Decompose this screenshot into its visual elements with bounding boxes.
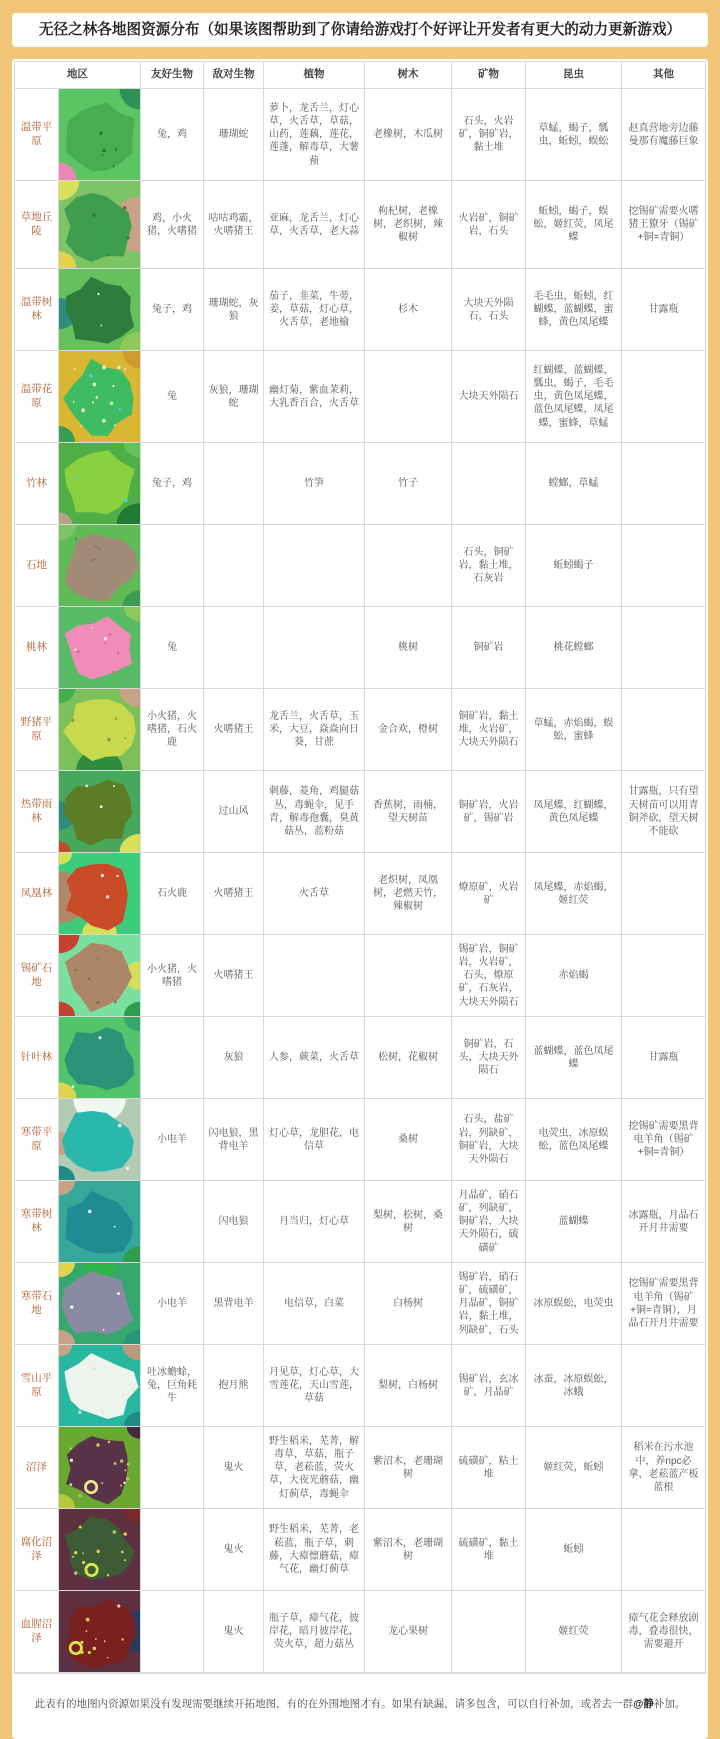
- cell-plants: 火舌草: [264, 853, 365, 934]
- cell-insects: 螳螂，草蜢: [526, 443, 622, 524]
- table-row: [15, 1427, 705, 1509]
- cell-trees: 金合欢，橙树: [365, 689, 452, 770]
- cell-friendly: 吐冰蟾蜍，兔，巨角耗牛: [141, 1345, 204, 1426]
- cell-friendly: 鸡，小火猪，火嗜猪: [141, 181, 204, 268]
- cell-other: 甘露瓶，只有望天树苗可以用青铜斧砍，望天树不能砍: [628, 786, 699, 837]
- page-title: 无径之林各地图资源分布（如果该图帮助到了你请给游戏打个好评让开发者有更大的动力更新游戏）: [38, 22, 682, 38]
- cell-friendly: 小电羊: [141, 1099, 204, 1180]
- cell-friendly: [141, 1427, 204, 1508]
- cell-trees: 香蕉树，雨楠，望天树苗: [365, 771, 452, 852]
- cell-other: 甘露瓶: [648, 1052, 679, 1064]
- cell-trees: [365, 525, 452, 606]
- cell-minerals: 大块天外陨石: [452, 351, 526, 442]
- table-row: [15, 1017, 705, 1099]
- cell-plants: 灯心草，龙胆花，电信草: [264, 1099, 365, 1180]
- map-thumbnail: [59, 89, 141, 180]
- cell-insects: 蚯蚓，蝎子，蜈蚣，姬红荧，凤尾蝶: [526, 181, 622, 268]
- cell-minerals: 铜矿岩，黏土堆，火岩矿，大块天外陨石: [452, 689, 526, 770]
- region-name: 锡矿石地: [15, 935, 59, 1016]
- cell-friendly: [141, 525, 204, 606]
- cell-hostile: 闪电狼，黑背电羊: [204, 1099, 264, 1180]
- cell-insects: 蓝蝴蝶: [526, 1181, 622, 1262]
- cell-trees: 枸杞树，老橡树，老织树，辣椒树: [365, 181, 452, 268]
- cell-other: [622, 351, 705, 442]
- cell-insects: 红蝴蝶，蓝蝴蝶，瓢虫，蝎子，毛毛虫，黄色凤尾蝶，蓝色凤尾蝶，凤尾蝶，蜜蜂，草蜢: [526, 351, 622, 442]
- cell-other: 稻米在污水池中，养npc必拿，老菘蓝产板蓝根: [628, 1442, 699, 1493]
- region-name: 血腥沼泽: [15, 1591, 59, 1672]
- footer-text-end: 补加。: [653, 1698, 686, 1711]
- cell-other: 赵真营地旁边藤曼那有魔藤巨象: [628, 122, 699, 147]
- cell-friendly: 兔子，鸡: [141, 269, 204, 350]
- cell-hostile: 灰狼，珊瑚蛇: [204, 351, 264, 442]
- cell-minerals: 铜矿岩，石头，大块天外陨石: [452, 1017, 526, 1098]
- cell-minerals: 锡矿岩，硝石矿，硫磺矿，月晶矿，铜矿岩，黏土堆，列缺矿，石头: [452, 1263, 526, 1344]
- cell-plants: 龙舌兰，火舌草，玉米，大豆，焱焱向日葵，甘蔗: [264, 689, 365, 770]
- cell-other: [622, 607, 705, 688]
- cell-insects: 赤焰蝎: [526, 935, 622, 1016]
- cell-hostile: 鬼火: [204, 1591, 264, 1672]
- column-header-3: 植物: [264, 62, 365, 88]
- cell-hostile: 灰狼: [204, 1017, 264, 1098]
- cell-other: 甘露瓶: [648, 304, 679, 316]
- table-row: [15, 607, 705, 689]
- cell-minerals: 石头，火岩矿，铜矿岩，黏土堆: [452, 89, 526, 180]
- region-name: 寒带树林: [15, 1181, 59, 1262]
- cell-minerals: 火岩矿，铜矿岩，石头: [452, 181, 526, 268]
- table-row: [15, 269, 705, 351]
- cell-hostile: 鬼火: [204, 1427, 264, 1508]
- cell-minerals: 铜矿岩: [452, 607, 526, 688]
- cell-insects: 凤尾蝶，赤焰蝎，姬红荧: [526, 853, 622, 934]
- cell-minerals: 锡矿岩，玄冰矿，月晶矿: [452, 1345, 526, 1426]
- cell-other: 瘴气花会释放剧毒，叠毒很快，需要避开: [628, 1612, 699, 1651]
- resource-table: [14, 61, 706, 1674]
- cell-friendly: [141, 771, 204, 852]
- table-row: [15, 689, 705, 771]
- map-thumbnail: [59, 1017, 141, 1098]
- cell-plants: 人参，蕨菜，火舌草: [264, 1017, 365, 1098]
- cell-hostile: 珊瑚蛇: [204, 89, 264, 180]
- cell-plants: 萝卜，龙舌兰，灯心草，火舌草，草菇，山药，莲藕，莲花，莲蓬，解毒草，大薯蓣: [264, 89, 365, 180]
- footer-mention: @静: [633, 1698, 654, 1711]
- cell-trees: 紫沼木，老珊瑚树: [365, 1509, 452, 1590]
- cell-hostile: 火嗜猪王: [204, 853, 264, 934]
- cell-minerals: 铜矿岩，火岩矿，锡矿岩: [452, 771, 526, 852]
- map-thumbnail: [59, 1099, 141, 1180]
- cell-other: [622, 1509, 705, 1590]
- region-name: 野猪平原: [15, 689, 59, 770]
- resource-table-card: [12, 59, 708, 1739]
- region-name: 寒带石地: [15, 1263, 59, 1344]
- cell-insects: 电荧虫，冰原蜈蚣，蓝色凤尾蝶: [526, 1099, 622, 1180]
- cell-hostile: 抱月熊: [204, 1345, 264, 1426]
- map-thumbnail: [59, 771, 141, 852]
- cell-hostile: [204, 443, 264, 524]
- cell-insects: 蚯蚓: [526, 1509, 622, 1590]
- cell-minerals: [452, 1591, 526, 1672]
- cell-insects: 草蜢，赤焰蝎，蜈蚣，蜜蜂: [526, 689, 622, 770]
- column-header-2: 敌对生物: [204, 62, 264, 88]
- cell-minerals: 石头，铜矿岩，黏土堆，石灰岩: [452, 525, 526, 606]
- cell-friendly: 石火鹿: [141, 853, 204, 934]
- cell-friendly: 兔，鸡: [141, 89, 204, 180]
- cell-trees: 桑树: [365, 1099, 452, 1180]
- table-row: [15, 1263, 705, 1345]
- table-row: [15, 935, 705, 1017]
- map-thumbnail: [59, 1509, 141, 1590]
- cell-insects: 桃花螳螂: [526, 607, 622, 688]
- cell-plants: 月见草，灯心草，大雪莲花，天山雪莲，草菇: [264, 1345, 365, 1426]
- column-header-1: 友好生物: [141, 62, 204, 88]
- map-thumbnail: [59, 689, 141, 770]
- cell-other: [622, 1345, 705, 1426]
- column-header-0: 地区: [15, 62, 141, 88]
- cell-hostile: 火嗜猪王: [204, 935, 264, 1016]
- column-header-7: 其他: [653, 68, 674, 81]
- cell-hostile: 鬼火: [204, 1509, 264, 1590]
- cell-plants: 刺藤，菱角，鸡腿菇丛，毒蝇伞，见手青，解毒孢囊，臭黄菇丛，蓝粉菇: [264, 771, 365, 852]
- footer-text: 此表有的地图内资源如果没有发现需要继续开拓地图，有的在外围地图才有。如果有缺漏，请多包含，可以自行补加，或者去一群: [34, 1698, 634, 1711]
- table-row: [15, 1181, 705, 1263]
- table-row: [15, 89, 705, 181]
- cell-insects: 冰原蜈蚣，电荧虫: [526, 1263, 622, 1344]
- cell-hostile: 闪电狼: [204, 1181, 264, 1262]
- cell-minerals: [452, 443, 526, 524]
- cell-hostile: [204, 607, 264, 688]
- cell-hostile: 咕咕鸡霸，火嗜猪王: [204, 181, 264, 268]
- cell-hostile: 珊瑚蛇，灰狼: [204, 269, 264, 350]
- cell-plants: 亚麻，龙舌兰，灯心草，火舌草，老大蒜: [264, 181, 365, 268]
- table-row: [15, 1099, 705, 1181]
- region-name: 竹林: [15, 443, 59, 524]
- map-thumbnail: [59, 181, 141, 268]
- cell-plants: [264, 935, 365, 1016]
- cell-insects: 毛毛虫，蚯蚓，红蝴蝶，蓝蝴蝶，蜜蜂，黄色凤尾蝶: [526, 269, 622, 350]
- cell-friendly: 小电羊: [141, 1263, 204, 1344]
- cell-hostile: [204, 525, 264, 606]
- cell-minerals: 石头，盐矿岩，列缺矿，铜矿岩，大块天外陨石: [452, 1099, 526, 1180]
- region-name: 温带花原: [15, 351, 59, 442]
- table-row: [15, 853, 705, 935]
- cell-other: [622, 853, 705, 934]
- cell-trees: 梨树，松树，桑树: [365, 1181, 452, 1262]
- table-row: [15, 1345, 705, 1427]
- map-thumbnail: [59, 1427, 141, 1508]
- region-name: 腐化沼泽: [15, 1509, 59, 1590]
- cell-plants: [264, 525, 365, 606]
- cell-friendly: 小火猪，火嗜猪: [141, 935, 204, 1016]
- region-name: 温带树林: [15, 269, 59, 350]
- column-header-5: 矿物: [452, 62, 526, 88]
- cell-plants: 幽灯菊，紫血茉莉，大乳香百合，火舌草: [264, 351, 365, 442]
- region-name: 雪山平原: [15, 1345, 59, 1426]
- cell-minerals: 大块天外陨石，石头: [452, 269, 526, 350]
- cell-other: 挖锡矿需要黑背电羊角（锡矿+铜=青铜）: [628, 1120, 699, 1159]
- region-name: 草地丘陵: [15, 181, 59, 268]
- map-thumbnail: [59, 935, 141, 1016]
- cell-trees: 桃树: [365, 607, 452, 688]
- table-footer-note: [14, 1674, 706, 1737]
- table-body: [15, 89, 705, 1673]
- table-row: [15, 351, 705, 443]
- cell-friendly: [141, 1181, 204, 1262]
- cell-minerals: 锡矿岩，铜矿岩，火岩矿，石头，燎原矿，石灰岩，大块天外陨石: [452, 935, 526, 1016]
- cell-friendly: 兔: [141, 351, 204, 442]
- cell-hostile: 过山风: [204, 771, 264, 852]
- cell-insects: 冰蚕，冰原蜈蚣，冰蛾: [526, 1345, 622, 1426]
- cell-minerals: 硫磺矿，黏土堆: [452, 1509, 526, 1590]
- map-thumbnail: [59, 1345, 141, 1426]
- cell-trees: 松树，花椒树: [365, 1017, 452, 1098]
- cell-insects: 草蜢，蝎子，瓢虫，蚯蚓，蜈蚣: [526, 89, 622, 180]
- cell-insects: 蓝蝴蝶，蓝色凤尾蝶: [526, 1017, 622, 1098]
- table-row: [15, 443, 705, 525]
- cell-friendly: 兔子，鸡: [141, 443, 204, 524]
- cell-trees: 竹子: [365, 443, 452, 524]
- region-name: 针叶林: [15, 1017, 59, 1098]
- cell-trees: 杉木: [365, 269, 452, 350]
- cell-other: [622, 689, 705, 770]
- cell-plants: 茄子，韭菜，牛蒡，姜，草菇，灯心草，火舌草，老地榆: [264, 269, 365, 350]
- cell-plants: 野生稻米，芜菁，老菘蓝，瓶子草，刺藤，大瘴懔蘑菇，瘴气花，幽灯蓟草: [264, 1509, 365, 1590]
- title-bar: [12, 13, 708, 47]
- column-header-6: 昆虫: [526, 62, 622, 88]
- table-row: [15, 1591, 705, 1673]
- cell-hostile: 黑背电羊: [204, 1263, 264, 1344]
- cell-other: [622, 935, 705, 1016]
- region-name: 沼泽: [15, 1427, 59, 1508]
- cell-trees: 白杨树: [365, 1263, 452, 1344]
- map-thumbnail: [59, 853, 141, 934]
- region-name: 桃林: [15, 607, 59, 688]
- map-thumbnail: [59, 1591, 141, 1672]
- cell-other: 挖锡矿需要黑背电羊角（锡矿+铜=青铜），月晶石开月井需要: [628, 1278, 699, 1329]
- cell-minerals: 硫磺矿，粘土堆: [452, 1427, 526, 1508]
- map-thumbnail: [59, 525, 141, 606]
- cell-plants: 月当归，灯心草: [264, 1181, 365, 1262]
- cell-other: [622, 443, 705, 524]
- cell-friendly: [141, 1591, 204, 1672]
- cell-insects: 蚯蚓蝎子: [526, 525, 622, 606]
- map-thumbnail: [59, 607, 141, 688]
- cell-friendly: [141, 1017, 204, 1098]
- cell-friendly: [141, 1509, 204, 1590]
- map-thumbnail: [59, 1263, 141, 1344]
- map-thumbnail: [59, 351, 141, 442]
- cell-plants: 电信草，白菜: [264, 1263, 365, 1344]
- cell-plants: [264, 607, 365, 688]
- table-row: [15, 181, 705, 269]
- region-name: 热带雨林: [15, 771, 59, 852]
- cell-other: 冰露瓶，月晶石开月井需要: [628, 1209, 699, 1234]
- region-name: 凤凰林: [15, 853, 59, 934]
- cell-trees: 龙心果树: [365, 1591, 452, 1672]
- cell-insects: 姬红荧，蚯蚓: [526, 1427, 622, 1508]
- cell-trees: [365, 935, 452, 1016]
- cell-minerals: 月晶矿，硝石矿，列缺矿，铜矿岩，大块天外陨石，硫磺矿: [452, 1181, 526, 1262]
- cell-plants: 瓶子草，瘴气花，彼岸花，暗月彼岸花，荧火草，超力菇丛: [264, 1591, 365, 1672]
- map-thumbnail: [59, 1181, 141, 1262]
- region-name: 温带平原: [15, 89, 59, 180]
- cell-minerals: 燎原矿，火岩矿: [452, 853, 526, 934]
- column-header-4: 树木: [365, 62, 452, 88]
- table-header-row: [15, 62, 705, 89]
- region-name: 寒带平原: [15, 1099, 59, 1180]
- cell-other: 挖锡矿需要火嗜猪王獠牙（锡矿+铜=青铜）: [628, 205, 699, 244]
- cell-insects: 姬红荧: [526, 1591, 622, 1672]
- table-row: [15, 1509, 705, 1591]
- cell-friendly: 兔: [141, 607, 204, 688]
- table-row: [15, 525, 705, 607]
- cell-trees: 老炽树，凤凰树，老燃天竹，辣椒树: [365, 853, 452, 934]
- cell-trees: [365, 351, 452, 442]
- region-name: 石地: [15, 525, 59, 606]
- cell-hostile: 火嗜猪王: [204, 689, 264, 770]
- cell-insects: 凤尾蝶，红蝴蝶，黄色凤尾蝶: [526, 771, 622, 852]
- map-thumbnail: [59, 269, 141, 350]
- cell-plants: 野生稻米，芜菁，解毒草，草菇，瓶子草，老菘蓝，荧火草，大夜光蘑菇，幽灯蓟草，毒蝇伞: [264, 1427, 365, 1508]
- cell-friendly: 小火猪，火嗜猪，石火鹿: [141, 689, 204, 770]
- cell-trees: 紫沼木，老珊瑚树: [365, 1427, 452, 1508]
- cell-trees: 梨树，白杨树: [365, 1345, 452, 1426]
- table-row: [15, 771, 705, 853]
- cell-other: [622, 525, 705, 606]
- cell-trees: 老橡树，木瓜树: [365, 89, 452, 180]
- map-thumbnail: [59, 443, 141, 524]
- cell-plants: 竹笋: [264, 443, 365, 524]
